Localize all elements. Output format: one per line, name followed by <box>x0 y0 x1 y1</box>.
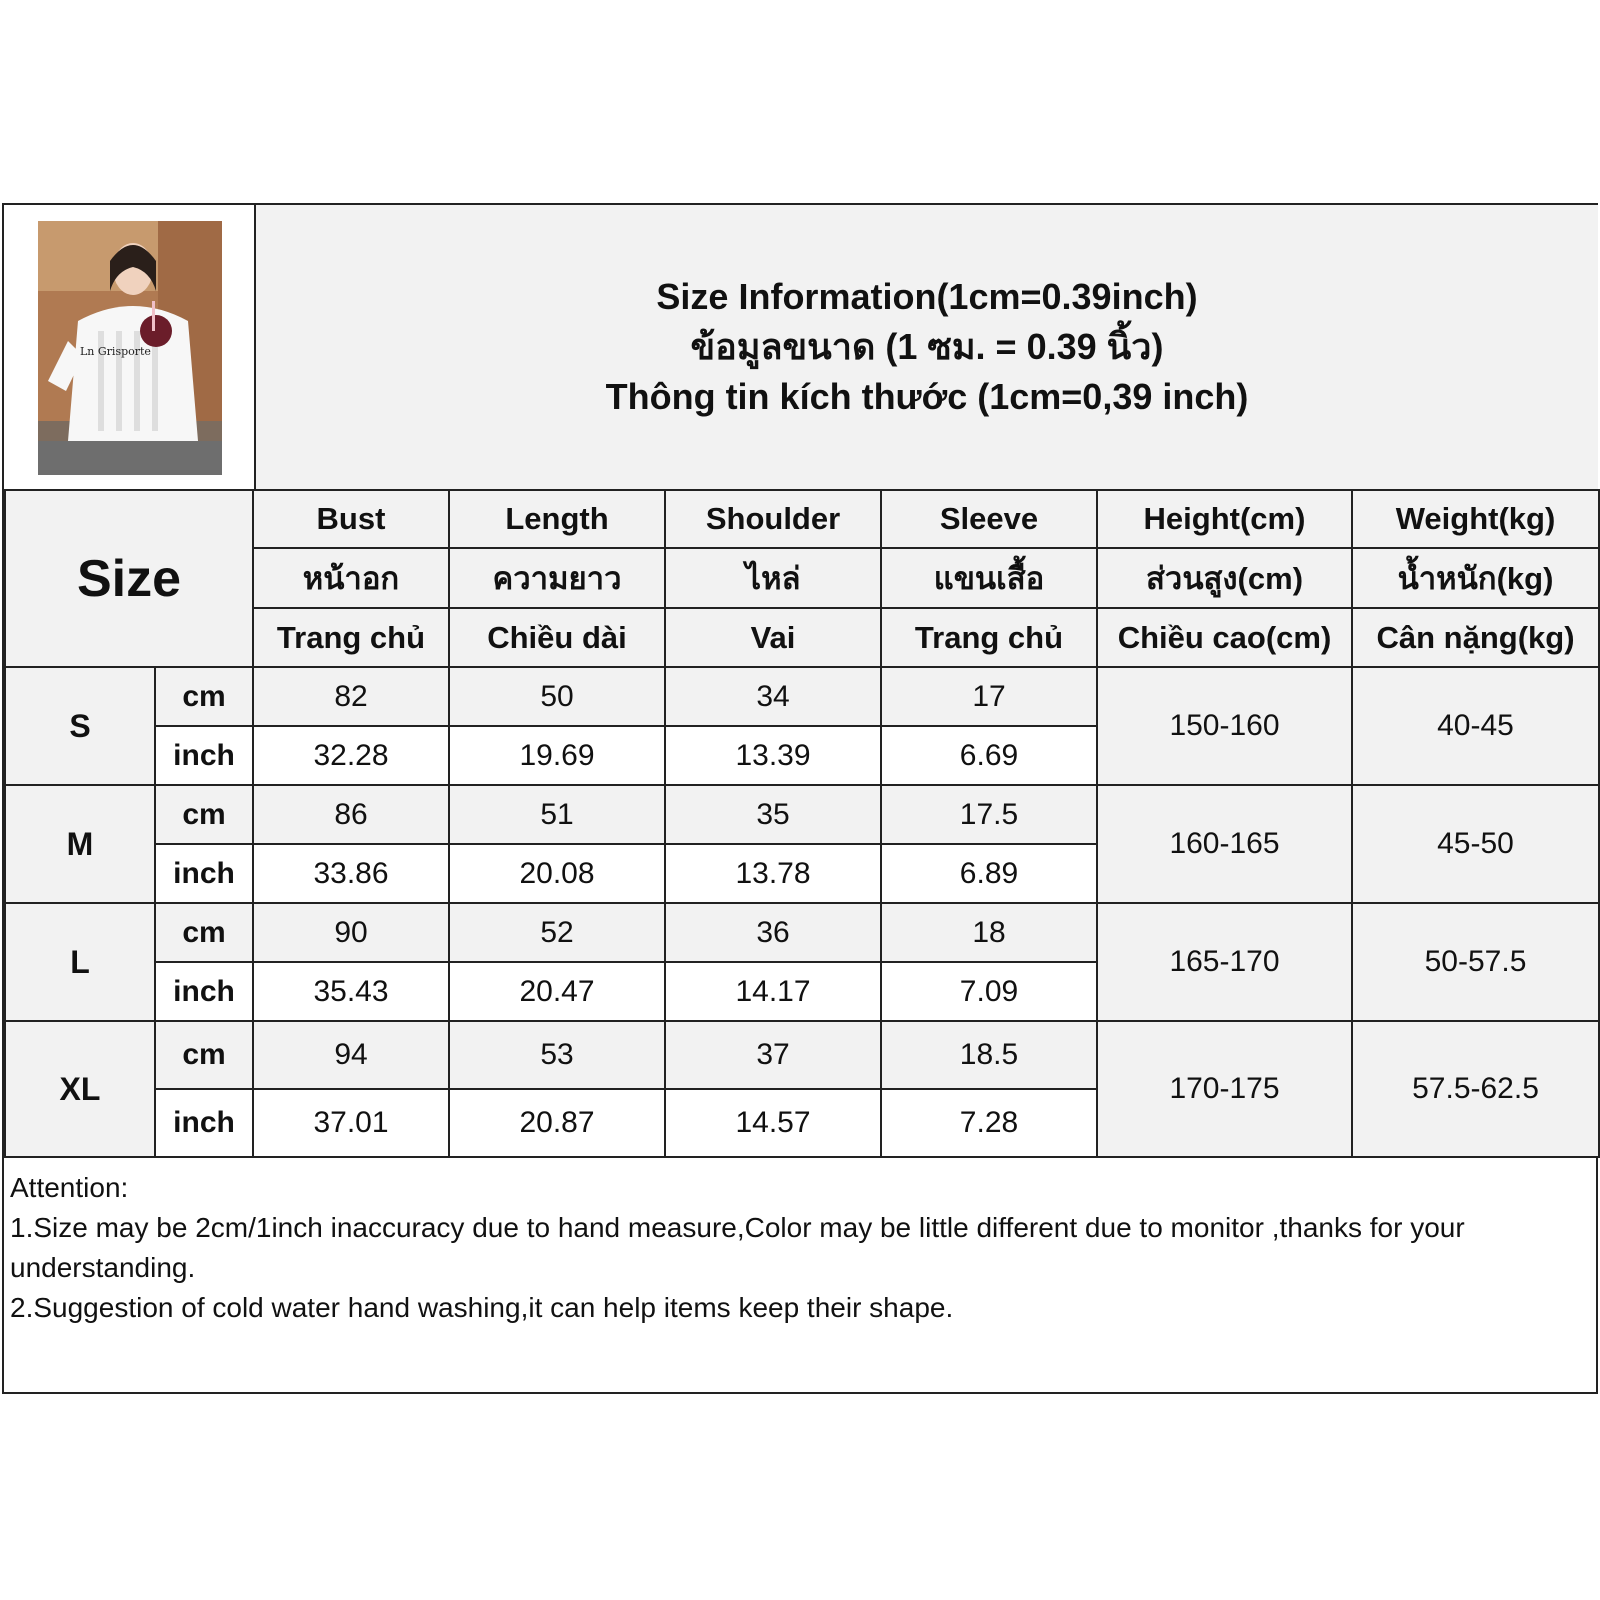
cell-height: 165-170 <box>1097 903 1352 1021</box>
cell-length-cm: 50 <box>449 667 665 726</box>
unit-label: inch <box>155 962 253 1021</box>
photo-cell <box>4 205 256 489</box>
size-label: S <box>5 667 155 785</box>
unit-label: inch <box>155 1089 253 1157</box>
col-header-weight-vi: Cân nặng(kg) <box>1352 608 1599 667</box>
cell-weight: 40-45 <box>1352 667 1599 785</box>
table-row <box>5 903 1599 962</box>
unit-label: cm <box>155 667 253 726</box>
cell-sleeve-cm: 17 <box>881 667 1097 726</box>
col-header-sleeve-vi: Trang chủ <box>881 608 1097 667</box>
table-row <box>5 1021 1599 1089</box>
notes-line-2: 2.Suggestion of cold water hand washing,it can help items keep their shape. <box>10 1292 954 1323</box>
col-header-shoulder-th: ไหล่ <box>665 548 881 608</box>
size-label: M <box>5 785 155 903</box>
col-header-bust-vi: Trang chủ <box>253 608 449 667</box>
col-header-length-vi: Chiều dài <box>449 608 665 667</box>
cell-shoulder-inch: 13.78 <box>665 844 881 903</box>
col-header-bust-th: หน้าอก <box>253 548 449 608</box>
cell-sleeve-cm: 17.5 <box>881 785 1097 844</box>
cell-bust-cm: 82 <box>253 667 449 726</box>
title-english: Size Information(1cm=0.39inch) <box>656 276 1198 317</box>
table-row <box>5 785 1599 844</box>
cell-length-cm: 52 <box>449 903 665 962</box>
cell-sleeve-inch: 7.28 <box>881 1089 1097 1157</box>
cell-weight: 45-50 <box>1352 785 1599 903</box>
header-row <box>4 205 1600 491</box>
cell-sleeve-inch: 7.09 <box>881 962 1097 1021</box>
col-header-height-en: Height(cm) <box>1097 490 1352 548</box>
col-header-height-vi: Chiều cao(cm) <box>1097 608 1352 667</box>
col-header-weight-th: น้ำหนัก(kg) <box>1352 548 1599 608</box>
unit-label: cm <box>155 785 253 844</box>
col-header-bust-en: Bust <box>253 490 449 548</box>
size-table <box>4 489 1600 1158</box>
col-header-sleeve-th: แขนเสื้อ <box>881 548 1097 608</box>
cell-shoulder-cm: 36 <box>665 903 881 962</box>
title-cell <box>256 205 1598 489</box>
cell-bust-cm: 94 <box>253 1021 449 1089</box>
col-header-shoulder-en: Shoulder <box>665 490 881 548</box>
title-thai: ข้อมูลขนาด (1 ซม. = 0.39 นิ้ว) <box>690 326 1164 367</box>
col-header-height-th: ส่วนสูง(cm) <box>1097 548 1352 608</box>
col-header-weight-en: Weight(kg) <box>1352 490 1599 548</box>
cell-height: 150-160 <box>1097 667 1352 785</box>
unit-label: inch <box>155 844 253 903</box>
cell-shoulder-cm: 37 <box>665 1021 881 1089</box>
cell-bust-cm: 86 <box>253 785 449 844</box>
cell-length-cm: 51 <box>449 785 665 844</box>
cell-shoulder-inch: 14.57 <box>665 1089 881 1157</box>
cell-length-inch: 20.08 <box>449 844 665 903</box>
cell-shoulder-cm: 34 <box>665 667 881 726</box>
size-header: Size <box>5 490 253 667</box>
size-chart-sheet <box>2 203 1598 1394</box>
cell-weight: 50-57.5 <box>1352 903 1599 1021</box>
cell-length-inch: 20.87 <box>449 1089 665 1157</box>
cell-bust-cm: 90 <box>253 903 449 962</box>
cell-length-inch: 20.47 <box>449 962 665 1021</box>
cell-bust-inch: 33.86 <box>253 844 449 903</box>
cell-length-inch: 19.69 <box>449 726 665 785</box>
cell-sleeve-inch: 6.89 <box>881 844 1097 903</box>
size-label: XL <box>5 1021 155 1157</box>
title-vietnamese: Thông tin kích thước (1cm=0,39 inch) <box>605 376 1249 417</box>
shirt-print: Ln Grisporte <box>80 345 151 358</box>
cell-length-cm: 53 <box>449 1021 665 1089</box>
col-header-length-th: ความยาว <box>449 548 665 608</box>
cell-shoulder-inch: 13.39 <box>665 726 881 785</box>
unit-label: inch <box>155 726 253 785</box>
col-header-shoulder-vi: Vai <box>665 608 881 667</box>
cell-shoulder-cm: 35 <box>665 785 881 844</box>
unit-label: cm <box>155 1021 253 1089</box>
cell-sleeve-inch: 6.69 <box>881 726 1097 785</box>
product-photo <box>38 221 222 475</box>
cell-sleeve-cm: 18.5 <box>881 1021 1097 1089</box>
cell-bust-inch: 32.28 <box>253 726 449 785</box>
cell-bust-inch: 37.01 <box>253 1089 449 1157</box>
cell-bust-inch: 35.43 <box>253 962 449 1021</box>
notes-line-1: 1.Size may be 2cm/1inch inaccuracy due to hand measure,Color may be little different due to monitor ,thanks for your understanding. <box>10 1212 1465 1283</box>
attention-notes <box>10 1168 1590 1328</box>
col-header-length-en: Length <box>449 490 665 548</box>
size-label: L <box>5 903 155 1021</box>
cell-height: 170-175 <box>1097 1021 1352 1157</box>
col-header-sleeve-en: Sleeve <box>881 490 1097 548</box>
notes-heading: Attention: <box>10 1172 129 1203</box>
cell-shoulder-inch: 14.17 <box>665 962 881 1021</box>
unit-label: cm <box>155 903 253 962</box>
table-row <box>5 667 1599 726</box>
cell-sleeve-cm: 18 <box>881 903 1097 962</box>
cell-height: 160-165 <box>1097 785 1352 903</box>
cell-weight: 57.5-62.5 <box>1352 1021 1599 1157</box>
